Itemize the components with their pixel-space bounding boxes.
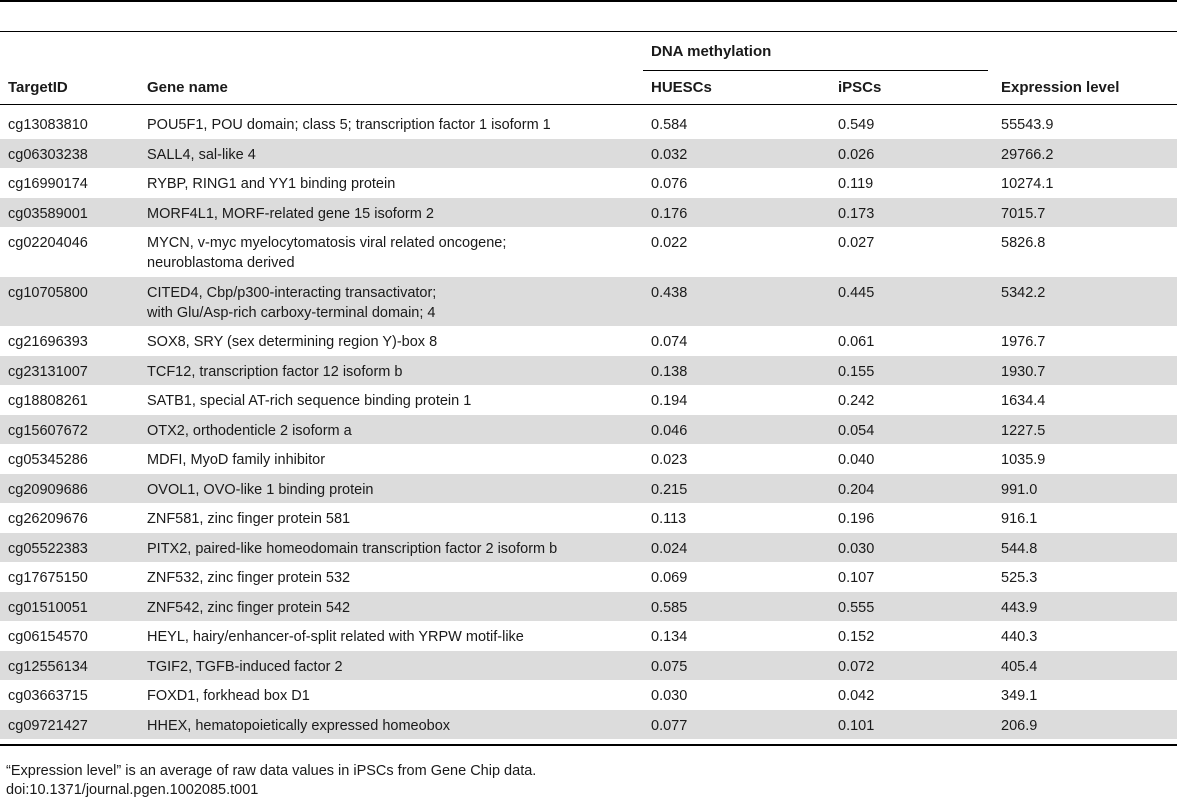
huescs-value-cell: 0.438: [651, 284, 688, 301]
target-id-cell: cg09721427: [8, 717, 88, 734]
table-row: [0, 326, 1177, 356]
gene-name-line: SATB1, special AT-rich sequence binding protein 1: [147, 393, 472, 409]
table-row: [0, 277, 1177, 327]
header-bottom-rule: [0, 104, 1177, 105]
expression-level-cell: 405.4: [1001, 658, 1038, 675]
gene-name-line: MDFI, MyoD family inhibitor: [147, 452, 326, 468]
gene-name-cell: [147, 145, 637, 165]
huescs-value-cell: 0.138: [651, 363, 688, 380]
huescs-value-cell: 0.585: [651, 599, 688, 616]
column-header-huescs: HUESCs: [651, 79, 712, 96]
ipscs-value-cell: 0.026: [838, 146, 875, 163]
table-row: [0, 503, 1177, 533]
ipscs-value-cell: 0.196: [838, 511, 875, 527]
gene-name-line: CITED4, Cbp/p300-interacting transactivator;: [147, 284, 437, 301]
gene-name-cell: [147, 450, 637, 470]
expression-level-cell: 916.1: [1001, 511, 1038, 527]
expression-level-cell: 443.9: [1001, 599, 1038, 616]
table-row: [0, 109, 1177, 139]
gene-name-cell: [147, 391, 637, 411]
huescs-value-cell: 0.032: [651, 146, 688, 163]
expression-level-cell: 991.0: [1001, 481, 1038, 498]
ipscs-value-cell: 0.242: [838, 393, 875, 409]
gene-name-cell: [147, 204, 637, 224]
expression-level-cell: 10274.1: [1001, 176, 1054, 192]
gene-name-cell: [147, 421, 637, 441]
ipscs-value-cell: 0.549: [838, 117, 875, 133]
huescs-value-cell: 0.074: [651, 334, 688, 350]
top-rule: [0, 0, 1177, 2]
ipscs-value-cell: 0.173: [838, 205, 875, 222]
gene-name-cell: [147, 174, 637, 194]
table-row: [0, 198, 1177, 228]
gene-name-cell: [147, 539, 637, 559]
gene-name-line: HHEX, hematopoietically expressed homeobox: [147, 717, 451, 734]
target-id-cell: cg02204046: [8, 235, 88, 251]
dna-methylation-rule: [643, 70, 988, 71]
target-id-cell: cg20909686: [8, 481, 88, 498]
gene-name-line: OTX2, orthodenticle 2 isoform a: [147, 422, 352, 439]
gene-name-line: POU5F1, POU domain; class 5; transcription factor 1 isoform 1: [147, 117, 551, 133]
expression-level-cell: 29766.2: [1001, 146, 1054, 163]
gene-name-line: MYCN, v-myc myelocytomatosis viral related oncogene;: [147, 235, 507, 251]
target-id-cell: cg10705800: [8, 284, 88, 301]
doi-link[interactable]: doi:10.1371/journal.pgen.1002085.t001: [6, 782, 259, 798]
column-header-ipscs: iPSCs: [838, 79, 882, 96]
gene-name-line: PITX2, paired-like homeodomain transcription factor 2 isoform b: [147, 540, 558, 557]
huescs-value-cell: 0.176: [651, 205, 688, 222]
expression-level-cell: 544.8: [1001, 540, 1038, 557]
ipscs-value-cell: 0.061: [838, 334, 875, 350]
target-id-cell: cg26209676: [8, 511, 88, 527]
huescs-value-cell: 0.134: [651, 629, 688, 645]
table-body: [0, 109, 1177, 739]
table-row: [0, 385, 1177, 415]
gene-name-cell: [147, 509, 637, 529]
huescs-value-cell: 0.024: [651, 540, 688, 557]
huescs-value-cell: 0.075: [651, 658, 688, 675]
ipscs-value-cell: 0.119: [838, 176, 874, 192]
table-row: [0, 415, 1177, 445]
ipscs-value-cell: 0.155: [838, 363, 875, 380]
table-row: [0, 621, 1177, 651]
ipscs-value-cell: 0.054: [838, 422, 875, 439]
expression-level-cell: 7015.7: [1001, 205, 1046, 222]
gene-name-line: ZNF542, zinc finger protein 542: [147, 599, 351, 616]
huescs-value-cell: 0.215: [651, 481, 688, 498]
gene-name-cell: [147, 283, 637, 323]
expression-level-cell: 440.3: [1001, 629, 1038, 645]
dna-methylation-header: DNA methylation: [651, 43, 772, 60]
target-id-cell: cg03663715: [8, 688, 88, 704]
gene-name-cell: [147, 657, 637, 677]
ipscs-value-cell: 0.030: [838, 540, 875, 557]
ipscs-value-cell: 0.152: [838, 629, 875, 645]
target-id-cell: cg17675150: [8, 570, 88, 586]
bottom-rule: [0, 744, 1177, 746]
expression-level-cell: 1035.9: [1001, 452, 1046, 468]
expression-level-cell: 1227.5: [1001, 422, 1046, 439]
target-id-cell: cg16990174: [8, 176, 88, 192]
column-header-gene-name: Gene name: [147, 79, 228, 96]
expression-level-cell: 1976.7: [1001, 334, 1046, 350]
target-id-cell: cg23131007: [8, 363, 88, 380]
gene-name-line: TCF12, transcription factor 12 isoform b: [147, 363, 403, 380]
huescs-value-cell: 0.584: [651, 117, 688, 133]
ipscs-value-cell: 0.204: [838, 481, 875, 498]
gene-name-line: MORF4L1, MORF-related gene 15 isoform 2: [147, 205, 434, 222]
gene-name-cell: [147, 716, 637, 736]
table-footnote: “Expression level” is an average of raw data values in iPSCs from Gene Chip data.: [6, 763, 537, 779]
table-row: [0, 592, 1177, 622]
target-id-cell: cg21696393: [8, 334, 88, 350]
gene-name-line: with Glu/Asp-rich carboxy-terminal domain; 4: [147, 304, 436, 321]
table-row: [0, 227, 1177, 277]
gene-name-cell: [147, 362, 637, 382]
expression-level-cell: 1930.7: [1001, 363, 1046, 380]
ipscs-value-cell: 0.042: [838, 688, 875, 704]
gene-name-cell: [147, 233, 637, 273]
table-row: [0, 474, 1177, 504]
gene-name-line: RYBP, RING1 and YY1 binding protein: [147, 176, 396, 192]
table-row: [0, 562, 1177, 592]
gene-name-cell: [147, 480, 637, 500]
table-row: [0, 444, 1177, 474]
target-id-cell: cg13083810: [8, 117, 88, 133]
ipscs-value-cell: 0.027: [838, 235, 875, 251]
expression-level-cell: 206.9: [1001, 717, 1038, 734]
table-row: [0, 356, 1177, 386]
huescs-value-cell: 0.022: [651, 235, 688, 251]
expression-level-cell: 5826.8: [1001, 235, 1046, 251]
expression-level-cell: 349.1: [1001, 688, 1038, 704]
column-header-expression-level: Expression level: [1001, 79, 1120, 96]
huescs-value-cell: 0.113: [651, 511, 687, 527]
gene-name-cell: [147, 115, 637, 135]
gene-name-line: FOXD1, forkhead box D1: [147, 688, 310, 704]
gene-name-cell: [147, 332, 637, 352]
gene-name-line: SALL4, sal-like 4: [147, 146, 256, 163]
huescs-value-cell: 0.194: [651, 393, 688, 409]
table-row: [0, 710, 1177, 740]
huescs-value-cell: 0.077: [651, 717, 688, 734]
ipscs-value-cell: 0.101: [838, 717, 875, 734]
target-id-cell: cg06154570: [8, 629, 88, 645]
target-id-cell: cg03589001: [8, 205, 88, 222]
gene-name-line: SOX8, SRY (sex determining region Y)-box 8: [147, 334, 438, 350]
target-id-cell: cg06303238: [8, 146, 88, 163]
expression-level-cell: 1634.4: [1001, 393, 1046, 409]
gene-name-cell: [147, 686, 637, 706]
gene-name-line: ZNF532, zinc finger protein 532: [147, 570, 351, 586]
table-row: [0, 533, 1177, 563]
table-row: [0, 139, 1177, 169]
header-top-rule: [0, 31, 1177, 32]
gene-name-line: HEYL, hairy/enhancer-of-split related with YRPW motif-like: [147, 629, 524, 645]
ipscs-value-cell: 0.072: [838, 658, 875, 675]
ipscs-value-cell: 0.107: [838, 570, 875, 586]
huescs-value-cell: 0.069: [651, 570, 688, 586]
expression-level-cell: 5342.2: [1001, 284, 1046, 301]
huescs-value-cell: 0.076: [651, 176, 688, 192]
expression-level-cell: 525.3: [1001, 570, 1038, 586]
gene-name-line: neuroblastoma derived: [147, 255, 295, 271]
gene-name-line: TGIF2, TGFB-induced factor 2: [147, 658, 343, 675]
gene-name-line: ZNF581, zinc finger protein 581: [147, 511, 351, 527]
huescs-value-cell: 0.023: [651, 452, 688, 468]
gene-name-cell: [147, 627, 637, 647]
target-id-cell: cg15607672: [8, 422, 88, 439]
target-id-cell: cg01510051: [8, 599, 88, 616]
gene-name-cell: [147, 598, 637, 618]
target-id-cell: cg05345286: [8, 452, 88, 468]
ipscs-value-cell: 0.445: [838, 284, 875, 301]
table-row: [0, 168, 1177, 198]
column-header-targetid: TargetID: [8, 79, 68, 96]
ipscs-value-cell: 0.040: [838, 452, 875, 468]
gene-name-line: OVOL1, OVO-like 1 binding protein: [147, 481, 374, 498]
target-id-cell: cg12556134: [8, 658, 88, 675]
ipscs-value-cell: 0.555: [838, 599, 875, 616]
target-id-cell: cg18808261: [8, 393, 88, 409]
huescs-value-cell: 0.046: [651, 422, 688, 439]
table-row: [0, 680, 1177, 710]
gene-name-cell: [147, 568, 637, 588]
table-row: [0, 651, 1177, 681]
target-id-cell: cg05522383: [8, 540, 88, 557]
expression-level-cell: 55543.9: [1001, 117, 1054, 133]
huescs-value-cell: 0.030: [651, 688, 688, 704]
